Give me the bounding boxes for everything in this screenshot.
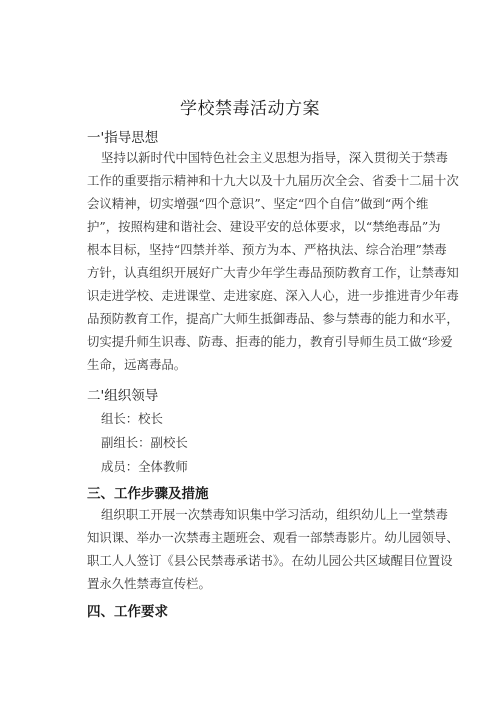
paragraph-line: 方针，认真组织开展好广大青少年学生毒品预防教育工作，让禁毒知 <box>87 265 459 280</box>
item-deputy-leader: 副组长：副校长 <box>101 435 188 450</box>
section-heading-work-requirements: 四、工作要求 <box>87 604 168 620</box>
page-title: 学校禁毒活动方案 <box>180 99 320 119</box>
paragraph-line: 职工人人签订《县公民禁毒承诺书》。在幼儿园公共区域醒目位置设 <box>87 553 453 568</box>
section-paragraph-guiding-ideology <box>87 146 459 376</box>
item-members: 成员：全体教师 <box>101 459 188 474</box>
item-group-leader: 组长：校长 <box>101 411 163 426</box>
paragraph-line: 组织职工开展一次禁毒知识集中学习活动，组织幼儿上一堂禁毒 <box>101 507 448 522</box>
section-paragraph-steps-measures <box>87 503 459 595</box>
section-heading-guiding-ideology: 一'指导思想 <box>87 130 159 146</box>
paragraph-line: 知识课、举办一次禁毒主题班会、观看一部禁毒影片。幼儿园领导、 <box>87 530 459 545</box>
paragraph-line: 识走进学校、走进课堂、走进家庭、深入人心，进一步推进青少年毒 <box>87 288 459 303</box>
paragraph-line: 会议精神，切实增强“四个意识”、坚定“四个自信”做到“两个维 <box>87 196 429 211</box>
paragraph-line: 坚持以新时代中国特色社会主义思想为指导，深入贯彻关于禁毒 <box>101 150 448 165</box>
section-heading-organization: 二'组织领导 <box>87 388 159 404</box>
paragraph-line: 品预防教育工作，提高广大师生抵御毒品、参与禁毒的能力和水平， <box>87 311 459 326</box>
paragraph-line: 护”，按照构建和谐社会、建设平安的总体要求，以“禁绝毒品”为 <box>87 219 441 234</box>
section-heading-steps-measures: 三、工作步骤及措施 <box>87 486 209 502</box>
paragraph-line: 生命，远离毒品。 <box>87 357 187 372</box>
paragraph-line: 切实提升师生识毒、防毒、拒毒的能力，教育引导师生员工做“珍爱 <box>87 334 453 349</box>
paragraph-line: 工作的重要指示精神和十九大以及十九届历次全会、省委十二届十次 <box>87 173 459 188</box>
paragraph-line: 置永久性禁毒宣传栏。 <box>87 576 211 591</box>
paragraph-line: 根本目标，坚持“四禁并举、预方为本、严格执法、综合治理”禁毒 <box>87 242 447 257</box>
